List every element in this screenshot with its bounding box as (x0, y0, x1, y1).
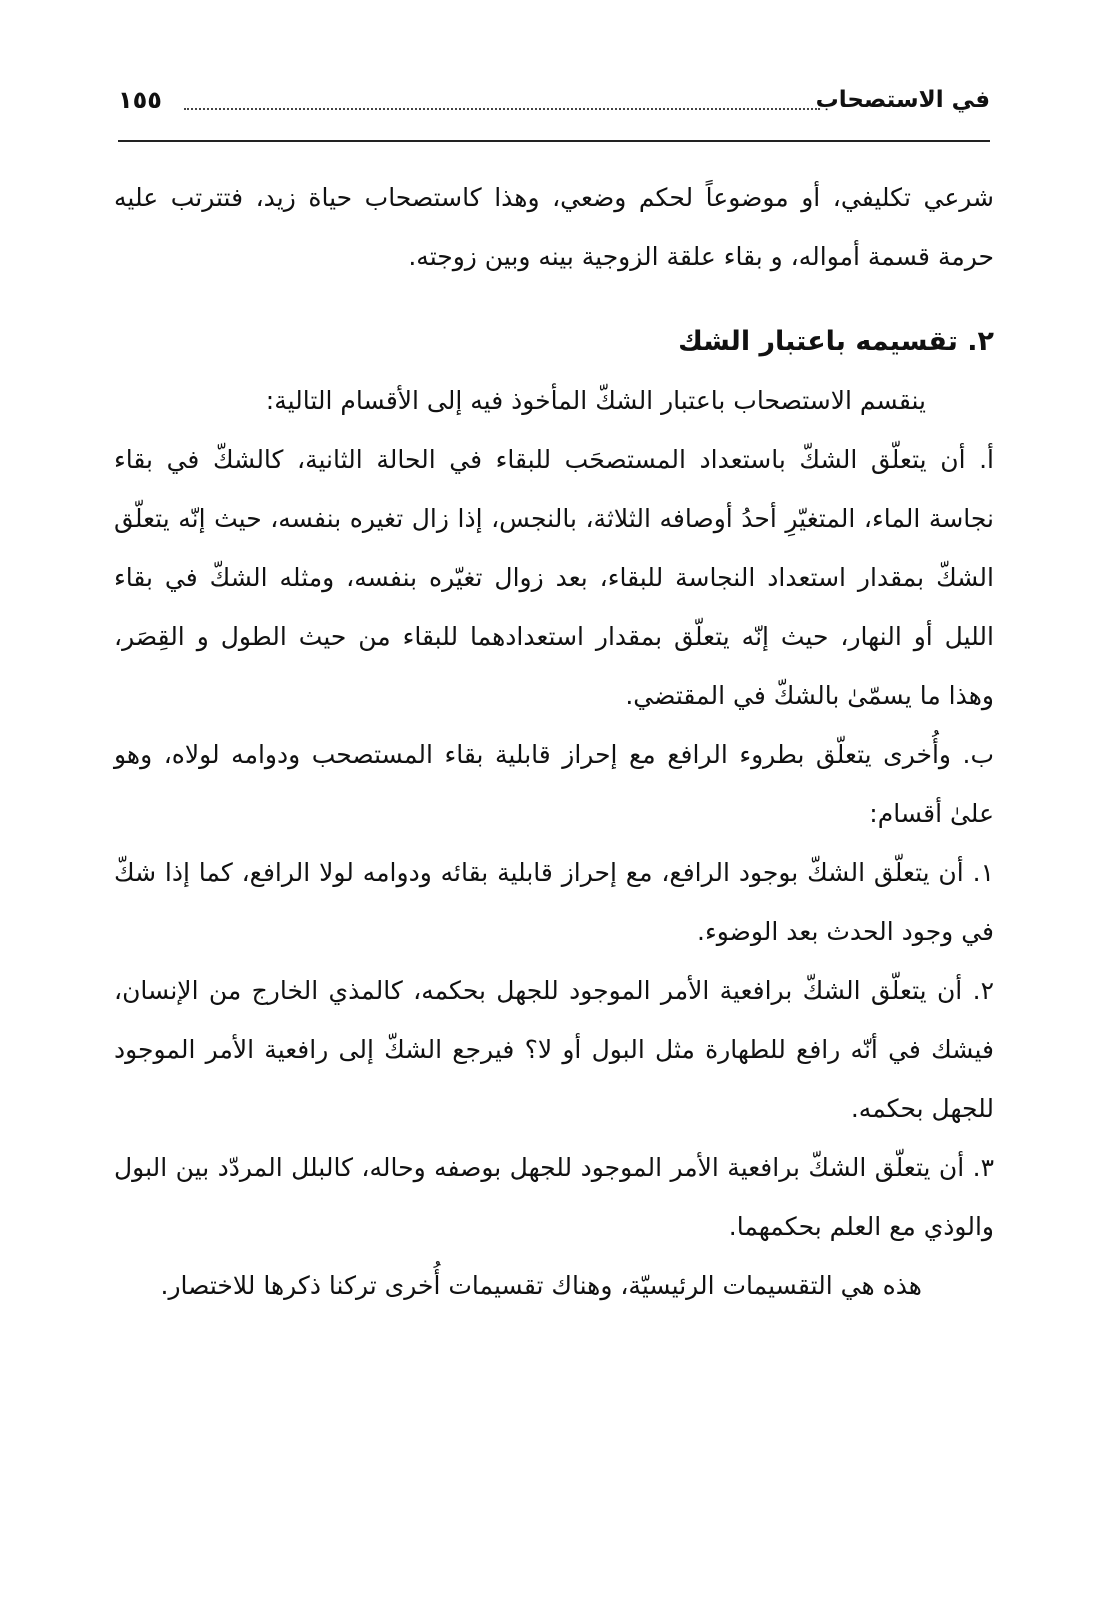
page-header (118, 82, 990, 132)
header-rule (118, 140, 990, 142)
paragraph-intro: ينقسم الاستصحاب باعتبار الشكّ المأخوذ فيه إلى الأقسام التالية: (265, 386, 926, 415)
list-item-ba: ب. وأُخرى يتعلّق بطروء الرافع مع إحراز قابلية بقاء المستصحب ودوامه لولاه، وهو علىٰ أقسام: (114, 740, 994, 828)
list-item-alef: أ. أن يتعلّق الشكّ باستعداد المستصحَب للبقاء في الحالة الثانية، كالشكّ في بقاء نجاسة الماء، المتغيّرِ أحدُ أوصافه الثلاثة، بالنجس، إذا زال تغيره بنفسه، حيث إنّه يتعلّق الشكّ بمقدار استعداد النجاسة للبقاء، بعد زوال تغيّره بنفسه، ومثله الشكّ في بقاء الليل أو النهار، حيث إنّه يتعلّق بمقدار استعدادهما للبقاء من حيث الطول و القِصَر، وهذا ما يسمّىٰ بالشكّ في المقتضي. (114, 445, 994, 710)
sub-item-3: ٣. أن يتعلّق الشكّ برافعية الأمر الموجود للجهل بوصفه وحاله، كالبلل المردّد بين البول والوذي مع العلم بحكمهما. (114, 1153, 994, 1241)
section-heading: ٢. تقسيمه باعتبار الشك (678, 326, 994, 357)
sub-item-1: ١. أن يتعلّق الشكّ بوجود الرافع، مع إحراز قابلية بقائه ودوامه لولا الرافع، كما إذا شكّ في وجود الحدث بعد الوضوء. (114, 858, 994, 946)
page-body (114, 168, 994, 1315)
dotted-leader (184, 108, 820, 110)
closing-paragraph: هذه هي التقسيمات الرئيسيّة، وهناك تقسيمات أُخرى تركنا ذكرها للاختصار. (160, 1271, 922, 1300)
sub-item-2: ٢. أن يتعلّق الشكّ برافعية الأمر الموجود للجهل بحكمه، كالمذي الخارج من الإنسان، فيشك في أنّه رافع للطهارة مثل البول أو لا؟ فيرجع الشكّ إلى رافعية الأمر الموجود للجهل بحكمه. (114, 976, 994, 1123)
page-number: ١٥٥ (118, 86, 162, 114)
paragraph-continuation: شرعي تكليفي، أو موضوعاً لحكم وضعي، وهذا كاستصحاب حياة زيد، فتترتب عليه حرمة قسمة أمواله، و بقاء علقة الزوجية بينه وبين زوجته. (114, 183, 994, 271)
running-title: في الاستصحاب (815, 87, 990, 113)
